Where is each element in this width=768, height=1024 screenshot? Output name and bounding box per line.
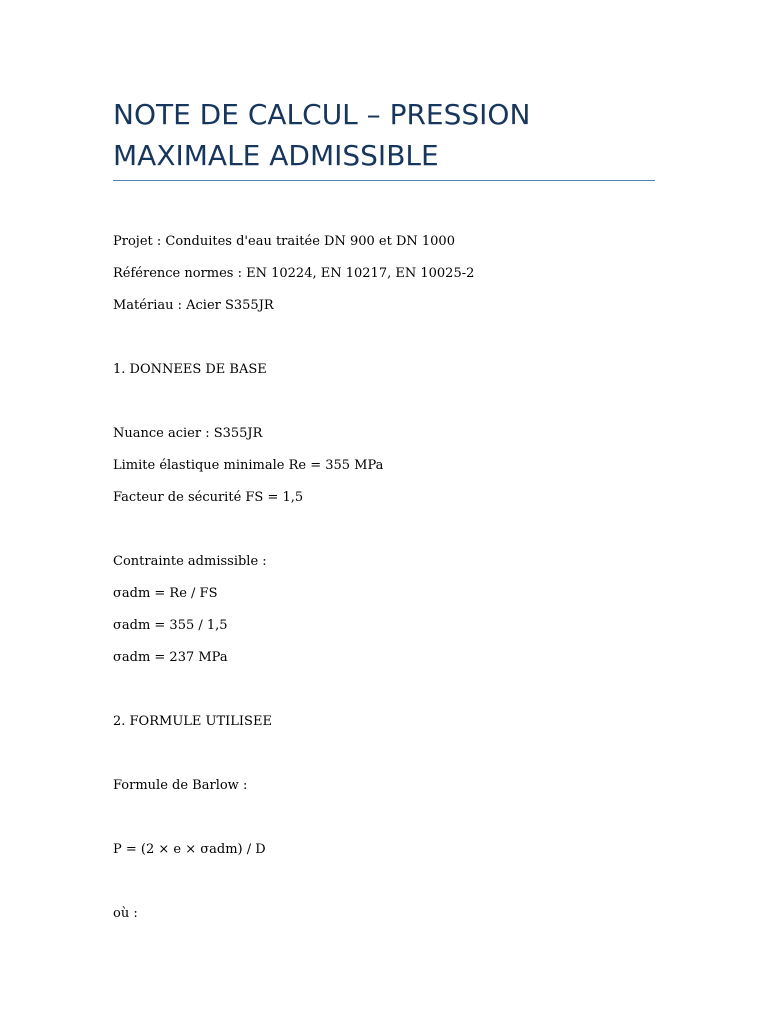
blank-line [113, 520, 673, 552]
section-1-heading: 1. DONNEES DE BASE [113, 362, 267, 377]
document-title-line-1: NOTE DE CALCUL – PRESSION [113, 98, 531, 131]
material-line: Matériau : Acier S355JR [113, 298, 274, 313]
allowable-stress-label: Contrainte admissible : [113, 554, 267, 569]
document-title [113, 94, 655, 176]
document-body [113, 232, 673, 936]
stress-formula-line: σadm = Re / FS [113, 586, 218, 601]
section-2-heading: 2. FORMULE UTILISEE [113, 714, 272, 729]
stress-substitution-line: σadm = 355 / 1,5 [113, 618, 228, 633]
title-underline [113, 180, 655, 181]
blank-line [113, 872, 673, 904]
project-line: Projet : Conduites d'eau traitée DN 900 et DN 1000 [113, 234, 455, 249]
title-block [113, 94, 655, 176]
blank-line [113, 392, 673, 424]
blank-line [113, 744, 673, 776]
yield-strength-line: Limite élastique minimale Re = 355 MPa [113, 458, 384, 473]
safety-factor-line: Facteur de sécurité FS = 1,5 [113, 490, 304, 505]
where-label: où : [113, 906, 138, 921]
blank-line [113, 328, 673, 360]
document-title-line-2: MAXIMALE ADMISSIBLE [113, 139, 439, 172]
steel-grade-line: Nuance acier : S355JR [113, 426, 263, 441]
blank-line [113, 808, 673, 840]
barlow-label: Formule de Barlow : [113, 778, 248, 793]
blank-line [113, 680, 673, 712]
barlow-formula-line: P = (2 × e × σadm) / D [113, 842, 266, 857]
standards-line: Référence normes : EN 10224, EN 10217, EN 10025-2 [113, 266, 475, 281]
stress-result-line: σadm = 237 MPa [113, 650, 228, 665]
